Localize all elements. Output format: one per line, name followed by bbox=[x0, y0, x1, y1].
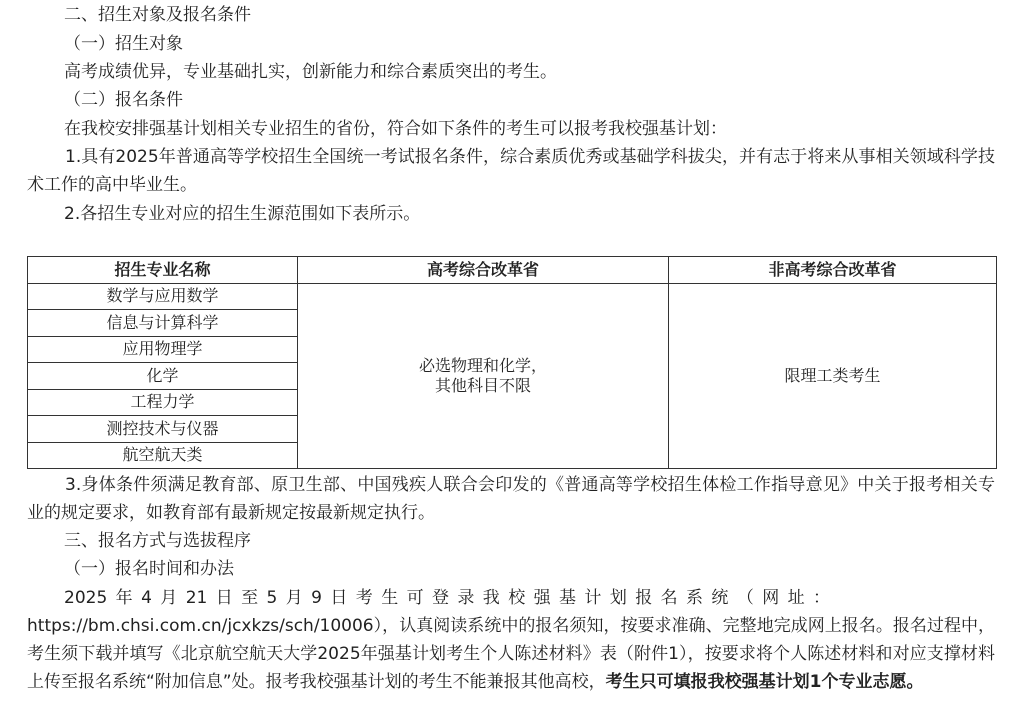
major-cell: 测控技术与仪器 bbox=[28, 416, 298, 443]
paragraph-target: 高考成绩优异，专业基础扎实，创新能力和综合素质突出的考生。 bbox=[64, 62, 557, 82]
major-cell: 航空航天类 bbox=[28, 442, 298, 469]
paragraph-conditions-intro: 在我校安排强基计划相关专业招生的省份，符合如下条件的考生可以报考我校强基计划： bbox=[64, 119, 727, 139]
major-cell: 应用物理学 bbox=[28, 336, 298, 363]
registration-paragraph-text: https://bm.chsi.com.cn/jcxkzs/sch/10006），认真阅读系统中的报名须知，按要求准确、完整地完成网上报名。报名过程中，考生须下载并填写《北京航空航天大学2025年强基计划考生个人陈述材料》表（附件1），按要求将个人陈述材料和对应支撑材料上传至报名系统“附加信息”处。报考我校强基计划的考生不能兼报其他高校， bbox=[27, 616, 995, 692]
major-cell: 数学与应用数学 bbox=[28, 283, 298, 310]
reform-requirement-line2: 其他科目不限 bbox=[434, 375, 531, 395]
section-heading-2: 二、招生对象及报名条件 bbox=[64, 5, 251, 25]
major-cell: 化学 bbox=[28, 363, 298, 390]
table-header: 招生专业名称 bbox=[28, 257, 298, 284]
registration-paragraph bbox=[27, 612, 995, 696]
table-header: 非高考综合改革省 bbox=[669, 257, 997, 284]
reform-province-cell bbox=[298, 283, 669, 469]
major-cell: 工程力学 bbox=[28, 389, 298, 416]
section-heading-3: 三、报名方式与选拔程序 bbox=[64, 531, 251, 551]
nonreform-province-cell: 限理工类考生 bbox=[669, 283, 997, 469]
registration-paragraph-emphasis: 考生只可填报我校强基计划1个专业志愿。 bbox=[605, 672, 924, 692]
table-header: 高考综合改革省 bbox=[298, 257, 669, 284]
registration-paragraph-line1: 2025 年 4 月 21 日 至 5 月 9 日 考 生 可 登 录 我 校 强 基 计 划 报 名 系 统 （ 网 址 ： bbox=[64, 588, 831, 608]
table-header-row bbox=[28, 257, 997, 284]
table-row bbox=[28, 283, 997, 310]
condition-2: 2.各招生专业对应的招生生源范围如下表所示。 bbox=[64, 204, 421, 224]
condition-3: 3.身体条件须满足教育部、原卫生部、中国残疾人联合会印发的《普通高等学校招生体检工作指导意见》中关于报考相关专业的规定要求，如教育部有最新规定按最新规定执行。 bbox=[27, 475, 995, 523]
subheading-conditions: （二）报名条件 bbox=[64, 90, 183, 110]
subheading-admission-target: （一）招生对象 bbox=[64, 34, 183, 54]
reform-requirement-line1: 必选物理和化学， bbox=[418, 355, 547, 375]
subheading-registration-time: （一）报名时间和办法 bbox=[64, 559, 234, 579]
condition-1: 1.具有2025年普通高等学校招生全国统一考试报名条件，综合素质优秀或基础学科拔尖，并有志于将来从事相关领域科学技术工作的高中毕业生。 bbox=[27, 147, 995, 195]
enrollment-table bbox=[27, 256, 997, 469]
major-cell: 信息与计算科学 bbox=[28, 310, 298, 337]
